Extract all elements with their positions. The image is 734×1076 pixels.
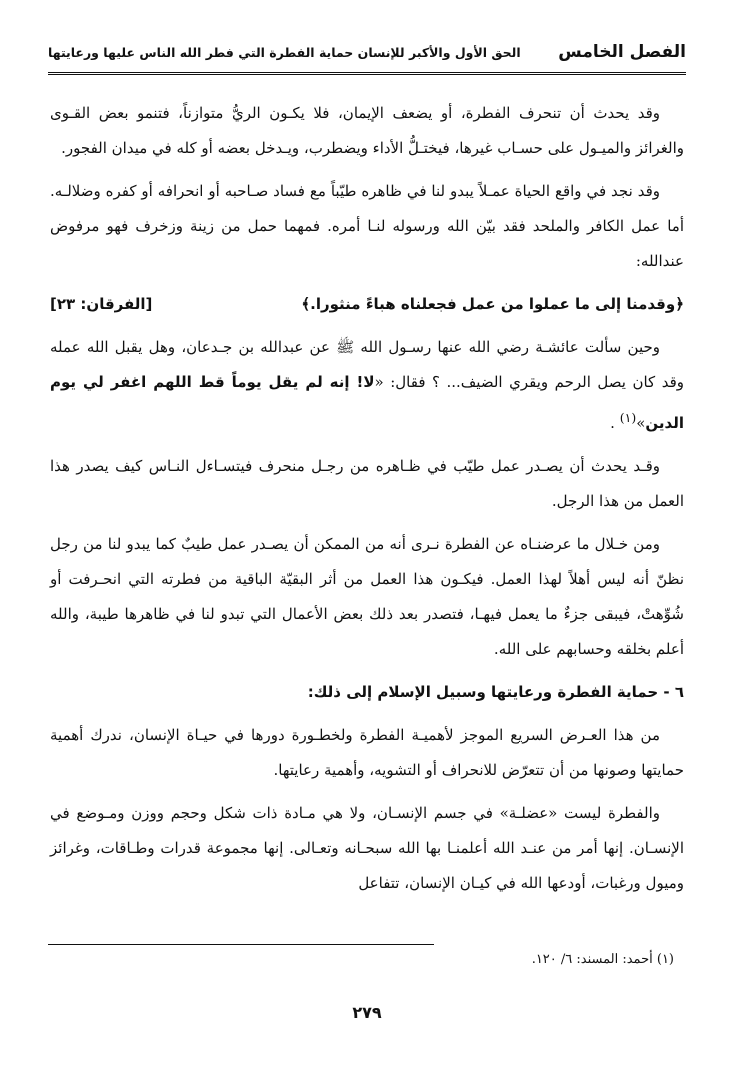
footnote-marker[interactable]: (١) <box>619 410 637 425</box>
paragraph-3-text: وحين سألت عائشـة رضي الله عنها رسـول الله ﷺ عن عبدالله بن جـدعان، وهل يقبل الله عمله وقد كان يصل الرحم ويقري الضيف... ؟ فقال: « <box>50 338 684 391</box>
page-header <box>48 38 686 72</box>
paragraph-5: ومن خـلال ما عرضنـاه عن الفطرة نـرى أنه من الممكن أن يصـدر عمل طيبٌ كما يبدو لنا من رجل نظنّ أنه ليس أهلاً لهذا العمل. فيكـون هذا العمل من أثر البقيّة الباقية من فطرته التي انحـرفت أو شُوِّهتْ، فيبقى جزءٌ ما يعمل فيهـا، فتصدر بعد ذلك بعض الأعمال التي تبدو لنا في ظاهرها طيبة، والله أعلم بخلقه وحسابهم على الله. <box>50 535 684 658</box>
footnote: (١) أحمد: المسند: ٦/ ١٢٠. <box>531 952 674 967</box>
chapter-title: الفصل الخامس <box>558 42 686 62</box>
verse-text: ﴿وقدمنا إلى ما عملوا من عمل فجعلناه هباءً منثورا.﴾ <box>301 295 684 313</box>
section-heading: ٦ - حماية الفطرة ورعايتها وسبيل الإسلام إلى ذلك: <box>307 683 684 701</box>
footnote-rule <box>48 944 434 945</box>
verse-reference: [الفرقان: ٢٣] <box>50 295 153 313</box>
paragraph-3-tail: . <box>610 414 615 432</box>
running-title: الحق الأول والأكبر للإنسان حماية الفطرة التي فطر الله الناس عليها ورعايتها <box>48 45 521 60</box>
paragraph-3 <box>50 330 684 441</box>
quran-verse <box>50 287 684 322</box>
paragraph-7: والفطرة ليست «عضلـة» في جسم الإنسـان، ولا هي مـادة ذات شكل وحجم ووزن ومـوضع في الإنسـان. إنها أمر من عنـد الله أعلمنـا بها الله سبحـانه وتعـالى. إنها مجموعة قدرات وطـاقات، وغرائز وميول ورغبات، أودعها الله في كيـان الإنسان، تتفاعل <box>50 804 684 892</box>
quote-close: » <box>636 414 646 432</box>
page-number: ٢٧٩ <box>352 1003 382 1022</box>
paragraph-4: وقـد يحدث أن يصـدر عمل طيّب في ظـاهره من رجـل منحرف فيتسـاءل النـاس كيف يصدر هذا العمل من هذا الرجل. <box>50 457 684 510</box>
paragraph-6: من هذا العـرض السريع الموجز لأهميـة الفطرة ولخطـورة دورها في حيـاة الإنسان، ندرك أهمية حمايتها وصونها من أن تتعرّض للانحراف أو التشويه، وأهمية رعايتها. <box>50 726 684 779</box>
paragraph-1: وقد يحدث أن تنحرف الفطرة، أو يضعف الإيمان، فلا يكـون الريُّ متوازناً، فتنمو بعض القـوى والغرائز والميـول على حسـاب غيرها، فيختـلُّ الأداء ويضطرب، ويـدخل بعضه أو كله في ميدان الفجور. <box>50 104 684 157</box>
paragraph-2: وقد نجد في واقع الحياة عمـلاً يبدو لنا في ظاهره طيّباً مع فساد صـاحبه أو انحرافه أو كفره وضلالـه. أما عمل الكافر والملحد فقد بيّن الله ورسوله لنـا أمره. فمهما حمل من زينة وزخرف فهو مرفوض عندالله: <box>50 182 684 270</box>
page-body <box>50 96 684 909</box>
hadith-quote: لا! إنه لم يقل يوماً قط اللهم اغفر لي يوم الدين <box>50 373 684 432</box>
header-rule <box>48 72 686 75</box>
